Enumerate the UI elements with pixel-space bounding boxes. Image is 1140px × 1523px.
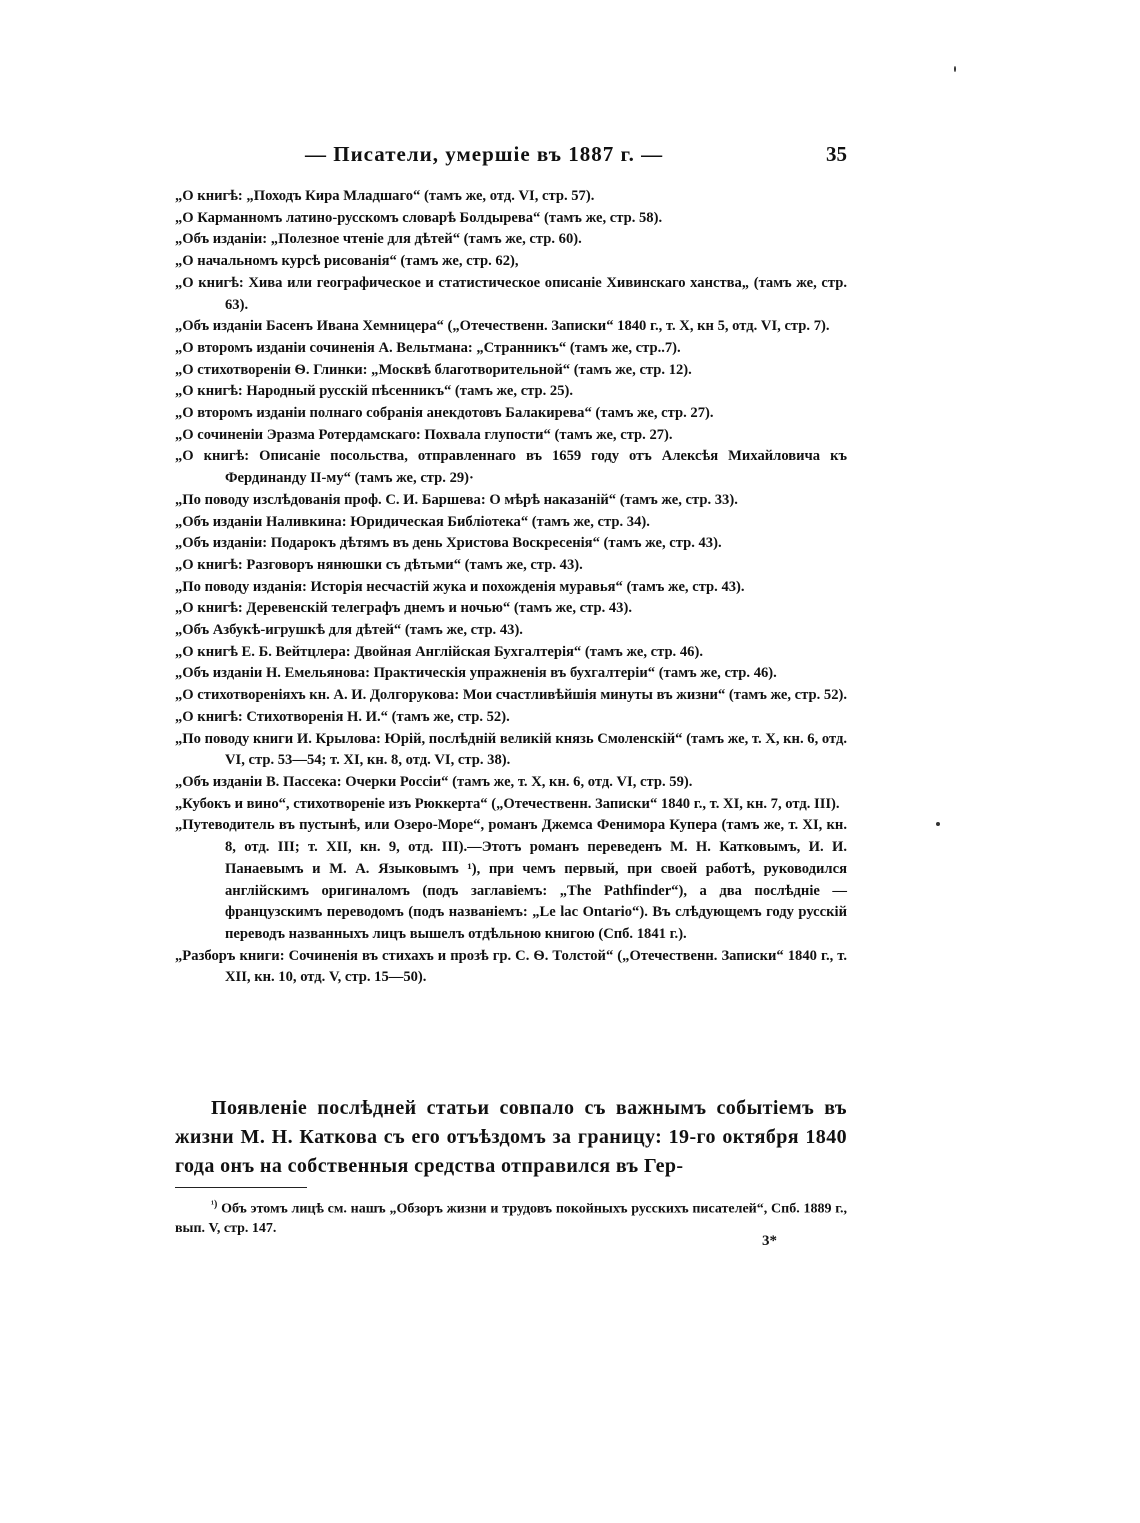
body-paragraph: Появленіе послѣдней статьи совпало съ важнымъ событіемъ въ жизни М. Н. Каткова съ его отъѣздомъ за границу: 19-го октября 1840 года онъ на собственныя средства отправился въ Гер-	[175, 1097, 847, 1177]
bibliography-entry: „По поводу изслѣдованія проф. С. И. Баршева: О мѣрѣ наказаній“ (тамъ же, стр. 33).	[175, 491, 738, 508]
scan-speck	[954, 66, 956, 72]
bibliography-entry: „Путеводитель въ пустынѣ, или Озеро-Море“, романъ Джемса Фенимора Купера (тамъ же, т. XI, кн. 8, отд. III; т. XII, кн. 9, отд. III).—Этотъ романъ переведенъ М. Н. Катковымъ, И. И. Панаевымъ и М. А. Языковымъ ¹), при чемъ первый, при своей работѣ, руководился англійскимъ оригиналомъ (подъ заглавіемъ: „The Pathfinder“), а два послѣдніе — французскимъ переводомъ (подъ названіемъ: „Le lac Ontario“). Въ слѣдующемъ году русскій переводъ названныхъ лицъ вышелъ отдѣльною книгою (Спб. 1841 г.).	[175, 817, 847, 942]
running-title: — Писатели, умершіе въ 1887 г. —	[305, 142, 664, 166]
footnote-text: Объ этомъ лицѣ см. нашъ „Обзоръ жизни и трудовъ покойныхъ русскихъ писателей“, Спб. 1889 г., вып. V, стр. 147.	[175, 1201, 847, 1236]
bibliography-entry: „О книгѣ: Разговоръ нянюшки съ дѣтьми“ (тамъ же, стр. 43).	[175, 556, 583, 573]
bibliography-entry: „О книгѣ: Описаніе посольства, отправленнаго въ 1659 году отъ Алексѣя Михайловича къ Фердинанду II-му“ (тамъ же, стр. 29)·	[175, 448, 847, 487]
bibliography-list	[175, 186, 847, 989]
bibliography-entry: „О книгѣ: Деревенскій телеграфъ днемъ и ночью“ (тамъ же, стр. 43).	[175, 600, 632, 617]
bibliography-entry: „Объ изданіи Н. Емельянова: Практическія упражненія въ бухгалтеріи“ (тамъ же, стр. 46).	[175, 665, 777, 682]
footnote-divider	[175, 1187, 307, 1188]
bibliography-entry: „Разборъ книги: Сочиненія въ стихахъ и прозѣ гр. С. Ѳ. Толстой“ („Отечественн. Записки“ 1840 г., т. XII, кн. 10, отд. V, стр. 15—50).	[175, 947, 847, 986]
bibliography-entry: „Кубокъ и вино“, стихотвореніе изъ Рюккерта“ („Отечественн. Записки“ 1840 г., т. XI, кн. 7, отд. III).	[175, 795, 840, 812]
bibliography-entry: „О второмъ изданіи сочиненія А. Вельтмана: „Странникъ“ (тамъ же, стр..7).	[175, 339, 681, 356]
bibliography-entry: „О книгѣ: „Походъ Кира Младшаго“ (тамъ же, отд. VI, стр. 57).	[175, 188, 595, 204]
bibliography-entry: „О начальномъ курсѣ рисованія“ (тамъ же, стр. 62),	[175, 253, 519, 270]
bibliography-entry: „О книгѣ Е. Б. Вейтцлера: Двойная Англійская Бухгалтерія“ (тамъ же, стр. 46).	[175, 643, 703, 660]
bibliography-entry: „Объ изданіи: Подарокъ дѣтямъ въ день Христова Воскресенія“ (тамъ же, стр. 43).	[175, 535, 722, 552]
bibliography-entry: „О стихотвореніяхъ кн. А. И. Долгорукова: Мои счастливѣйшія минуты въ жизни“ (тамъ же, стр. 52).	[175, 687, 847, 704]
page-header	[175, 142, 847, 172]
bibliography-entry: „О стихотвореніи Ѳ. Глинки: „Москвѣ благотворительной“ (тамъ же, стр. 12).	[175, 361, 692, 378]
bibliography-entry: „О книгѣ: Хива или географическое и статистическое описаніе Хивинскаго ханства„ (тамъ же, стр. 63).	[175, 274, 847, 313]
footnote	[175, 1195, 847, 1238]
bibliography-entry: „О Карманномъ латино-русскомъ словарѣ Болдырева“ (тамъ же, стр. 58).	[175, 209, 663, 226]
bibliography-entry: „Объ изданіи Наливкина: Юридическая Библіотека“ (тамъ же, стр. 34).	[175, 513, 650, 530]
signature-mark: 3*	[762, 1233, 777, 1249]
bibliography-entry: „Объ изданіи: „Полезное чтеніе для дѣтей“ (тамъ же, стр. 60).	[175, 231, 582, 248]
bibliography-entry: „О сочиненіи Эразма Ротердамскаго: Похвала глупости“ (тамъ же, стр. 27).	[175, 426, 673, 443]
bibliography-entry: „О второмъ изданіи полнаго собранія анекдотовъ Балакирева“ (тамъ же, стр. 27).	[175, 405, 714, 422]
bibliography-entry: „О книгѣ: Народный русскій пѣсенникъ“ (тамъ же, стр. 25).	[175, 383, 574, 400]
footnote-marker: ¹)	[211, 1199, 218, 1210]
bibliography-entry: „Объ изданіи Басенъ Ивана Хемницера“ („Отечественн. Записки“ 1840 г., т. X, кн 5, отд. VI, стр. 7).	[175, 318, 830, 335]
bibliography-entry: „Объ Азбукѣ-игрушкѣ для дѣтей“ (тамъ же, стр. 43).	[175, 622, 523, 639]
page-number: 35	[826, 142, 847, 166]
bibliography-entry: „О книгѣ: Стихотворенія Н. И.“ (тамъ же, стр. 52).	[175, 708, 510, 725]
bibliography-entry: „По поводу изданія: Исторія несчастій жука и похожденія муравья“ (тамъ же, стр. 43).	[175, 578, 745, 595]
bibliography-entry: „По поводу книги И. Крылова: Юрій, послѣдній великій князь Смоленскій“ (тамъ же, т. X, кн. 6, отд. VI, стр. 53—54; т. XI, кн. 8, отд. VI, стр. 38).	[175, 730, 847, 769]
bibliography-entry: „Объ изданіи В. Пассека: Очерки Россіи“ (тамъ же, т. X, кн. 6, отд. VI, стр. 59).	[175, 773, 693, 790]
scan-speck	[936, 822, 940, 826]
